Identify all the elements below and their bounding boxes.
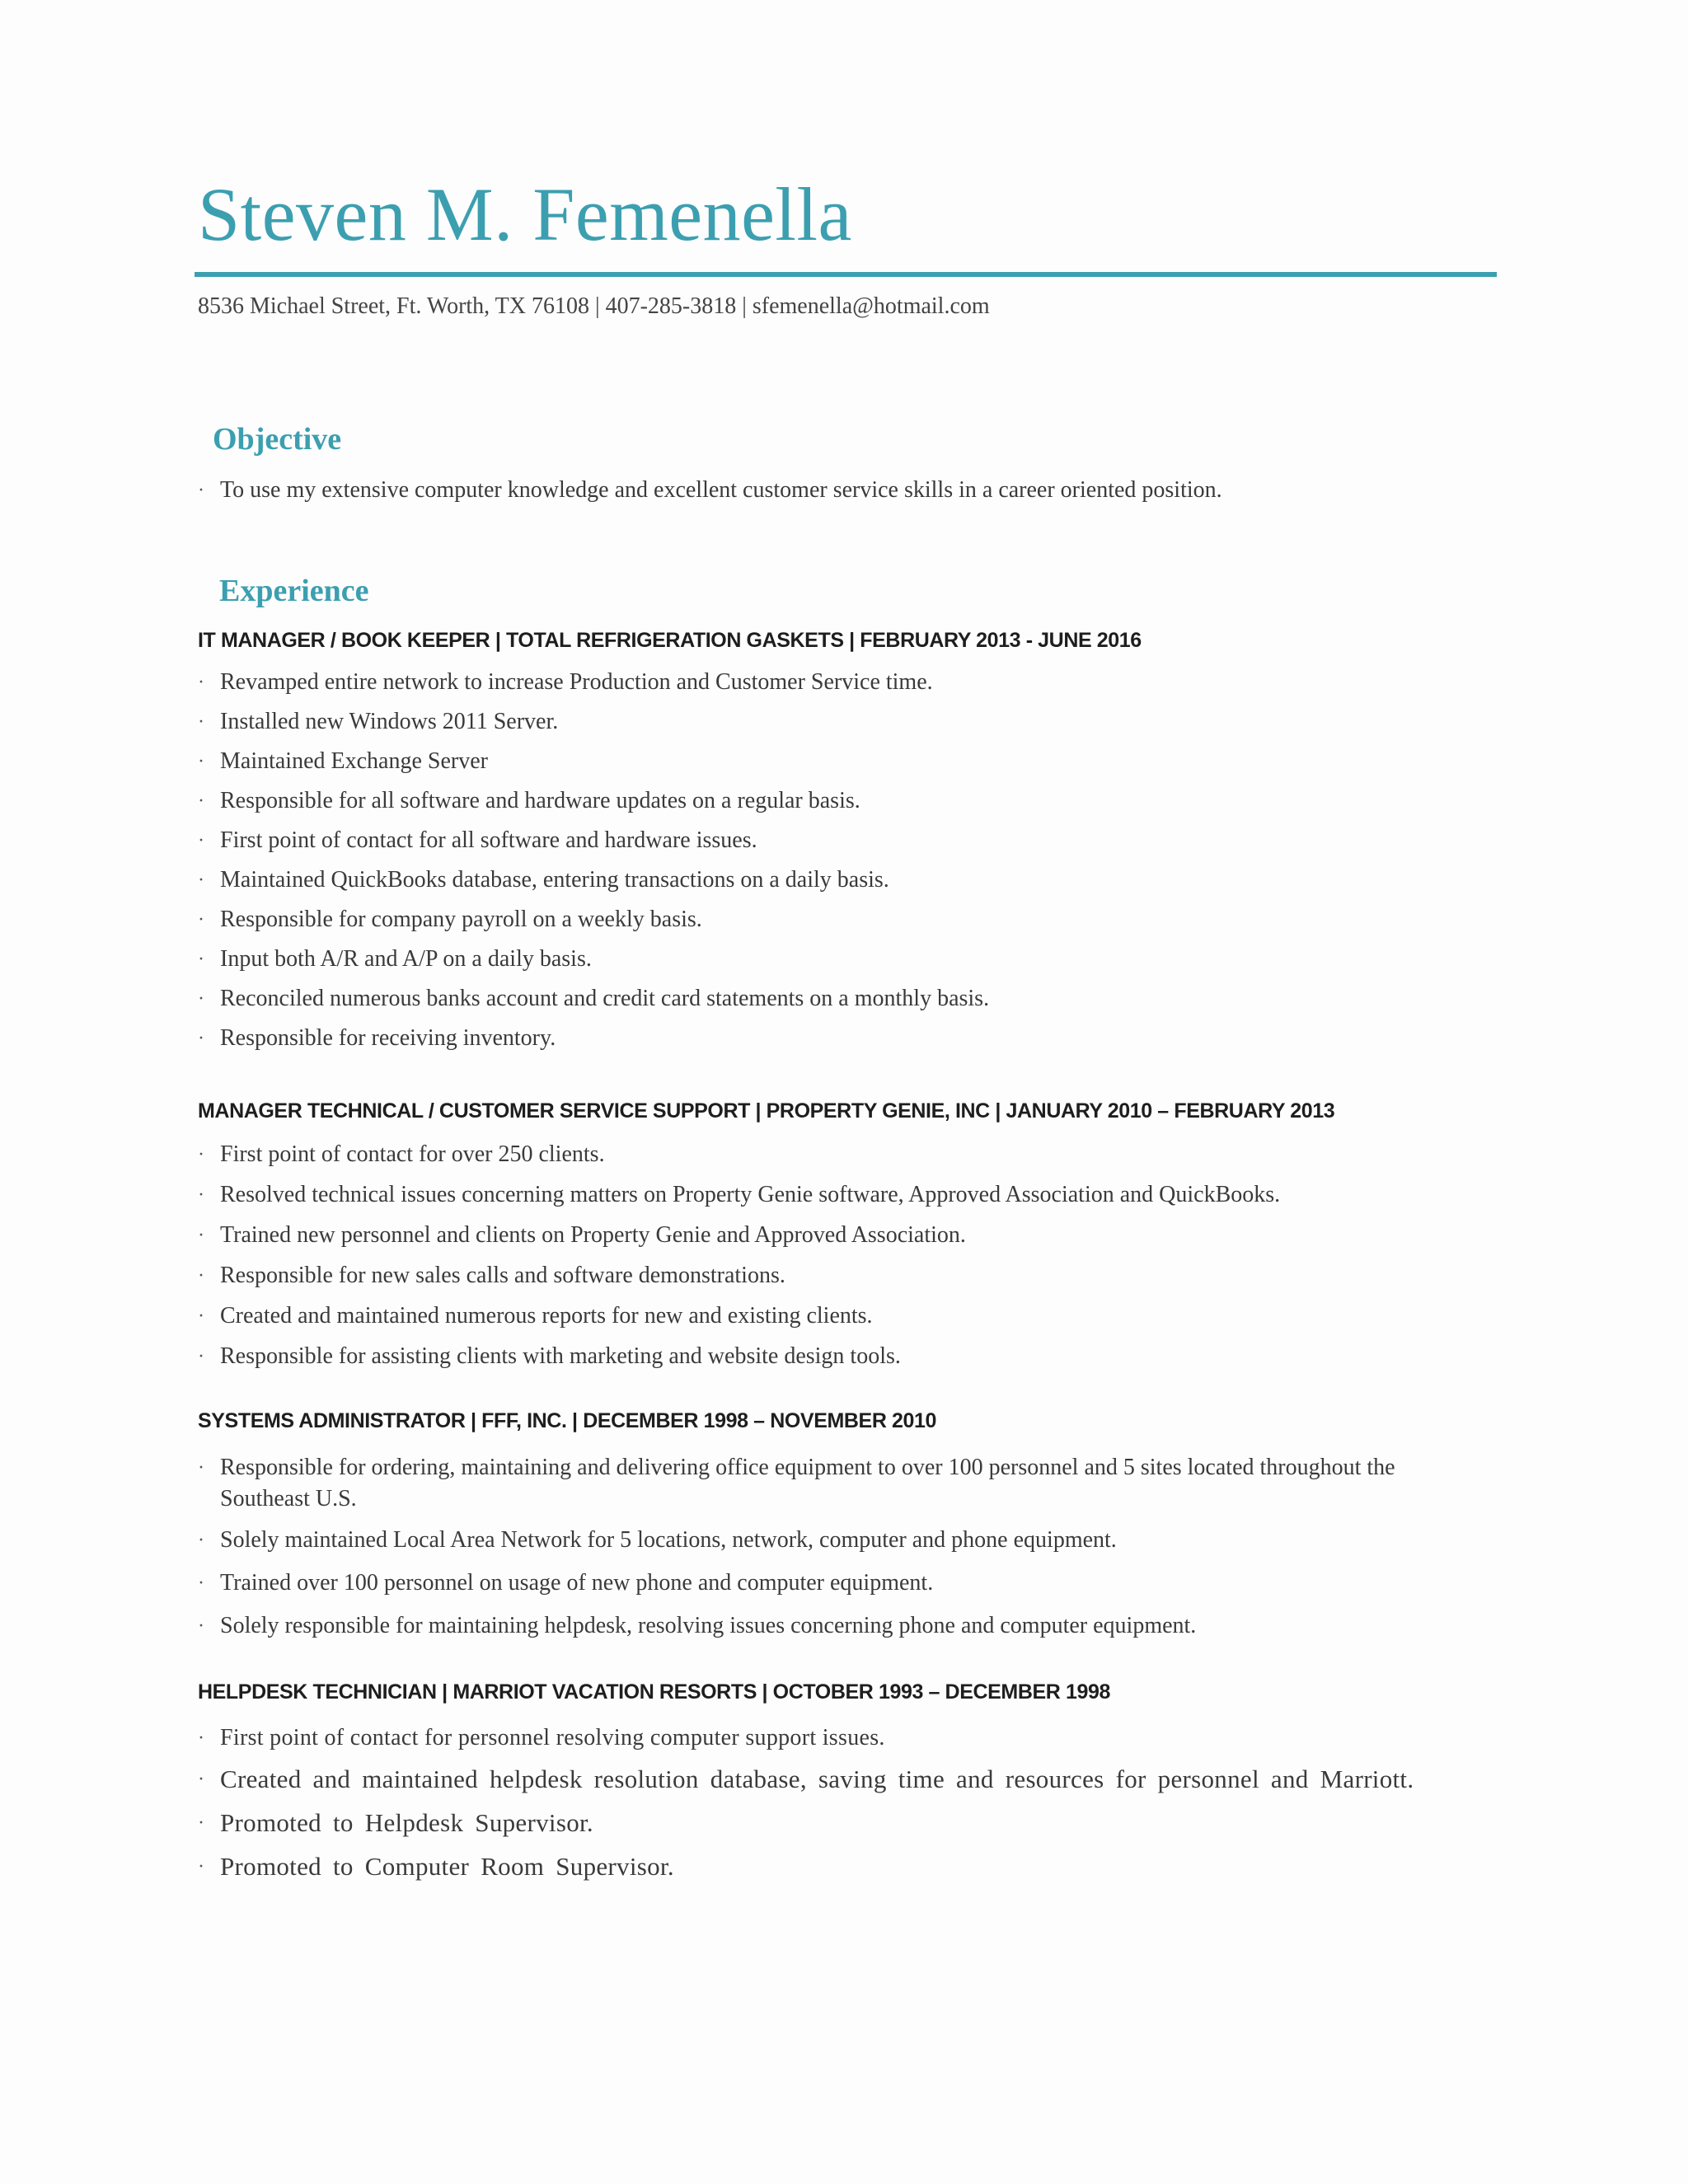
experience-heading: Experience (219, 574, 369, 608)
list-item: · Installed new Windows 2011 Server. (198, 709, 559, 734)
job-3-duties (198, 1452, 1451, 1642)
list-item: · Created and maintained helpdesk resolution database, saving time and resources for personnel and Marriott. (198, 1765, 1414, 1793)
job-heading-marriot: HELPDESK TECHNICIAN | MARRIOT VACATION RESORTS | OCTOBER 1993 – DECEMBER 1998 (198, 1680, 1110, 1704)
list-item: · First point of contact for over 250 clients. (198, 1141, 605, 1167)
job-1-duties (198, 667, 1434, 1054)
list-item: · Responsible for all software and hardware updates on a regular basis. (198, 788, 860, 813)
objective-list (198, 475, 1434, 506)
list-item: · Responsible for new sales calls and software demonstrations. (198, 1263, 785, 1288)
list-item: · Responsible for company payroll on a weekly basis. (198, 907, 702, 932)
header-divider (195, 272, 1497, 277)
list-item: · First point of contact for personnel resolving computer support issues. (198, 1725, 885, 1750)
list-item: · Maintained Exchange Server (198, 748, 488, 774)
contact-info: 8536 Michael Street, Ft. Worth, TX 76108 | 407-285-3818 | sfemenella@hotmail.com (198, 293, 990, 319)
job-heading-fff-inc: SYSTEMS ADMINISTRATOR | FFF, INC. | DECEMBER 1998 – NOVEMBER 2010 (198, 1409, 937, 1432)
list-item: · Promoted to Computer Room Supervisor. (198, 1852, 674, 1881)
list-item: · Solely responsible for maintaining helpdesk, resolving issues concerning phone and computer equipment. (198, 1613, 1197, 1638)
list-item: · Resolved technical issues concerning matters on Property Genie software, Approved Association and QuickBooks. (198, 1182, 1281, 1207)
objective-heading: Objective (213, 422, 342, 457)
list-item: · Responsible for ordering, maintaining and delivering office equipment to over 100 personnel and 5 sites located throughout the Southeast U.S. (198, 1455, 1395, 1511)
list-item: · Input both A/R and A/P on a daily basis. (198, 946, 592, 972)
list-item: · Responsible for receiving inventory. (198, 1025, 556, 1051)
resume-name: Steven M. Femenella (198, 172, 852, 256)
job-4-duties (198, 1722, 1418, 1883)
list-item: · First point of contact for all software and hardware issues. (198, 827, 757, 853)
list-item: · Trained new personnel and clients on Property Genie and Approved Association. (198, 1222, 966, 1248)
list-item: · Promoted to Helpdesk Supervisor. (198, 1808, 593, 1837)
job-2-duties (198, 1139, 1467, 1372)
list-item: · Maintained QuickBooks database, entering transactions on a daily basis. (198, 867, 889, 893)
list-item: · To use my extensive computer knowledge and excellent customer service skills in a career oriented position. (198, 477, 1222, 503)
job-heading-total-refrigeration: IT MANAGER / BOOK KEEPER | TOTAL REFRIGERATION GASKETS | FEBRUARY 2013 - JUNE 2016 (198, 629, 1142, 652)
list-item: · Reconciled numerous banks account and credit card statements on a monthly basis. (198, 986, 990, 1011)
list-item: · Created and maintained numerous reports for new and existing clients. (198, 1303, 873, 1329)
list-item: · Solely maintained Local Area Network for 5 locations, network, computer and phone equipment. (198, 1527, 1117, 1553)
list-item: · Revamped entire network to increase Production and Customer Service time. (198, 669, 933, 695)
list-item: · Responsible for assisting clients with marketing and website design tools. (198, 1343, 901, 1369)
list-item: · Trained over 100 personnel on usage of new phone and computer equipment. (198, 1570, 934, 1596)
job-heading-property-genie: MANAGER TECHNICAL / CUSTOMER SERVICE SUPPORT | PROPERTY GENIE, INC | JANUARY 2010 – FEBRUARY 2013 (198, 1099, 1335, 1122)
